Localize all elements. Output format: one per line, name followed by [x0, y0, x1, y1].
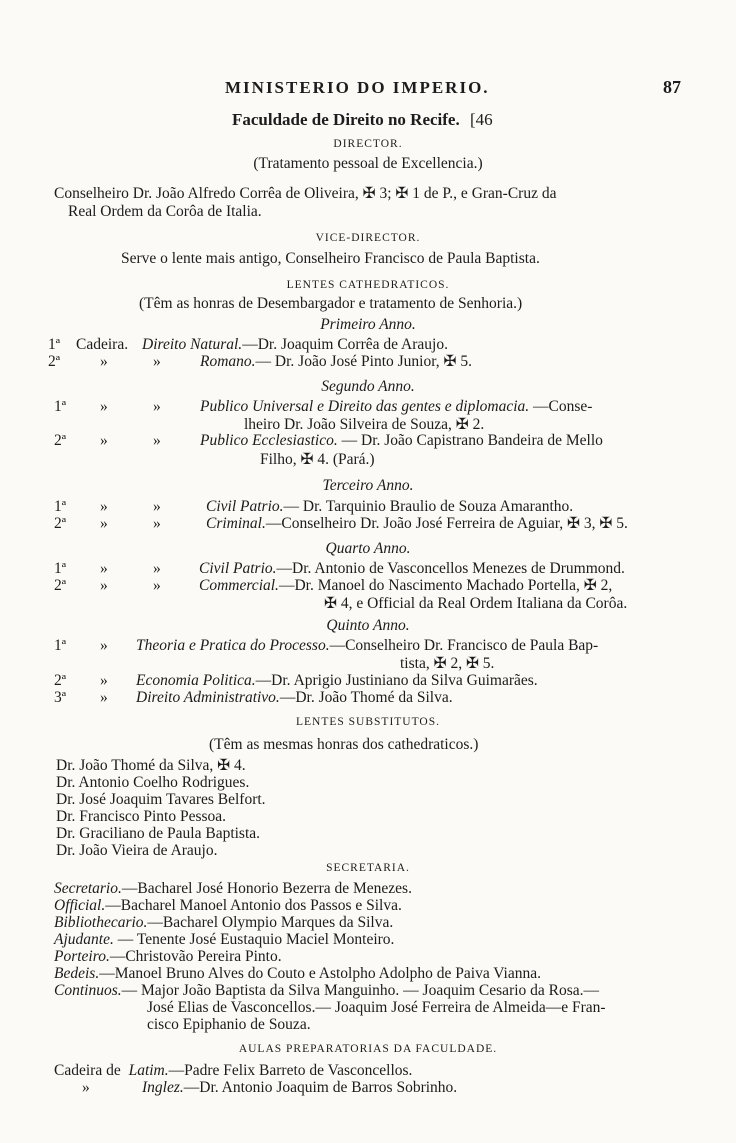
ditto-mark: »	[100, 515, 108, 532]
chair-person: —Dr. João Thomé da Silva.	[279, 689, 453, 706]
vice-director-heading: VICE-DIRECTOR.	[315, 232, 421, 244]
year-title: Quarto Anno.	[325, 540, 411, 557]
aula-subject: Inglez.	[142, 1079, 184, 1096]
chair-number: 1ª	[54, 637, 67, 654]
secretaria-heading: SECRETARIA.	[326, 862, 410, 874]
secretaria-role: Continuos.	[54, 982, 122, 999]
ditto-mark: »	[100, 560, 108, 577]
chair-subject: Theoria e Pratica do Processo.	[136, 637, 330, 654]
chair-number: 2ª	[54, 432, 67, 449]
chair-entry	[206, 498, 573, 516]
ditto-mark: »	[153, 432, 161, 449]
secretaria-role: Secretario.	[54, 880, 122, 897]
year-title: Segundo Anno.	[321, 378, 415, 395]
chair-person: —Dr. Aprigio Justiniano da Silva Guimarães.	[255, 672, 538, 689]
page-number: 87	[663, 77, 681, 97]
chair-entry	[206, 515, 628, 533]
ditto-mark: »	[153, 560, 161, 577]
chair-subject: Direito Administrativo.	[136, 689, 280, 706]
director-heading: DIRECTOR.	[333, 138, 403, 150]
chair-number: 1ª	[54, 560, 67, 577]
secretaria-text: — Tenente José Eustaquio Maciel Monteiro.	[113, 931, 395, 948]
chair-subject: Direito Natural.	[142, 336, 243, 353]
chair-person: —Conselheiro Dr. João José Ferreira de Aguiar, ✠ 3, ✠ 5.	[265, 515, 628, 532]
chair-entry	[136, 637, 598, 655]
chair-number: 3ª	[54, 689, 67, 706]
chair-subject: Economia Politica.	[136, 672, 256, 689]
director-treatment: (Tratamento pessoal de Excellencia.)	[253, 155, 483, 172]
ditto-mark: »	[82, 1079, 90, 1096]
substituto-name: Dr. João Thomé da Silva, ✠ 4.	[56, 757, 246, 774]
chair-entry	[136, 689, 453, 707]
chair-subject: Publico Ecclesiastico.	[200, 432, 338, 449]
faculty-title	[232, 111, 493, 129]
secretaria-entry	[54, 897, 402, 915]
substituto-name: Dr. Antonio Coelho Rodrigues.	[56, 774, 250, 791]
chair-subject: Publico Universal e Direito das gentes e diplomacia.	[200, 398, 530, 415]
chair-person: —Conse-	[529, 398, 593, 415]
chair-person: — Dr. Tarquinio Braulio de Souza Amarantho.	[283, 498, 574, 515]
secretaria-continuation: José Elias de Vasconcellos.— Joaquim José Ferreira de Almeida—e Fran-	[147, 999, 606, 1016]
director-line-2: Real Ordem da Corôa de Italia.	[68, 203, 262, 220]
substituto-name: Dr. João Vieira de Araujo.	[56, 842, 218, 859]
chair-person: —Conselheiro Dr. Francisco de Paula Bap-	[329, 637, 599, 654]
secretaria-entry	[54, 982, 599, 1000]
chair-label: Cadeira.	[76, 336, 129, 353]
ditto-mark: »	[100, 577, 108, 594]
chair-person: — Dr. João Capistrano Bandeira de Mello	[337, 432, 603, 449]
substituto-name: Dr. Francisco Pinto Pessoa.	[56, 808, 227, 825]
chair-person: — Dr. João José Pinto Junior, ✠ 5.	[255, 353, 473, 370]
secretaria-text: —Bacharel Olympio Marques da Silva.	[147, 914, 394, 931]
chair-subject: Commercial.	[199, 577, 279, 594]
substituto-name: Dr. Graciliano de Paula Baptista.	[56, 825, 261, 842]
aula-text: —Padre Felix Barreto de Vasconcellos.	[168, 1062, 413, 1079]
chair-subject: Civil Patrio.	[206, 498, 284, 515]
ditto-mark: »	[100, 398, 108, 415]
chair-entry	[200, 398, 592, 416]
chair-number: 2ª	[54, 577, 67, 594]
chair-number: 1ª	[54, 398, 67, 415]
ditto-mark: »	[153, 577, 161, 594]
lentes-substitutos-honors: (Têm as mesmas honras dos cathedraticos.)	[209, 736, 479, 753]
ditto-mark: »	[100, 672, 108, 689]
chair-entry	[199, 577, 612, 595]
chair-subject: Criminal.	[206, 515, 266, 532]
secretaria-text: —Manoel Bruno Alves do Couto e Astolpho Adolpho de Paiva Vianna.	[99, 965, 541, 982]
ditto-mark: »	[100, 637, 108, 654]
chair-number: 2ª	[48, 353, 61, 370]
chair-number: 1ª	[54, 498, 67, 515]
faculty-title-text: Faculdade de Direito no Recife.	[232, 110, 460, 129]
aula-subject: Latim.	[128, 1062, 169, 1079]
secretaria-entry	[54, 914, 393, 932]
substituto-name: Dr. José Joaquim Tavares Belfort.	[56, 791, 266, 808]
secretaria-text: — Major João Baptista da Silva Manguinho. — Joaquim Cesario da Rosa.—	[121, 982, 600, 999]
chair-entry	[200, 432, 603, 450]
chair-number: 1ª	[48, 336, 61, 353]
lentes-cathedraticos-heading: LENTES CATHEDRATICOS.	[286, 279, 450, 291]
running-header: MINISTERIO DO IMPERIO.	[225, 78, 490, 97]
secretaria-continuation: cisco Epiphanio de Souza.	[147, 1016, 311, 1033]
ditto-mark: »	[100, 689, 108, 706]
aula-prefix: Cadeira de	[54, 1062, 121, 1079]
chair-continuation: tista, ✠ 2, ✠ 5.	[400, 655, 495, 672]
secretaria-role: Bedeis.	[54, 965, 100, 982]
chair-entry	[199, 560, 625, 578]
chair-continuation: ✠ 4, e Official da Real Ordem Italiana da Corôa.	[324, 595, 628, 612]
chair-entry	[200, 353, 472, 371]
secretaria-entry	[54, 880, 412, 898]
ditto-mark: »	[100, 432, 108, 449]
lentes-substitutos-heading: LENTES SUBSTITUTOS.	[295, 716, 441, 728]
chair-entry	[142, 336, 448, 354]
chair-person: —Dr. Antonio de Vasconcellos Menezes de Drummond.	[276, 560, 625, 577]
ditto-mark: »	[153, 353, 161, 370]
secretaria-text: —Christovão Pereira Pinto.	[109, 948, 282, 965]
year-title: Primeiro Anno.	[320, 316, 416, 333]
faculty-ref: [46	[469, 110, 493, 129]
vice-director-line: Serve o lente mais antigo, Conselheiro Francisco de Paula Baptista.	[121, 250, 540, 267]
director-line-1: Conselheiro Dr. João Alfredo Corrêa de Oliveira, ✠ 3; ✠ 1 de P., e Gran-Cruz da	[54, 185, 557, 202]
aula-row	[54, 1062, 412, 1080]
secretaria-text: —Bacharel Manoel Antonio dos Passos e Silva.	[105, 897, 402, 914]
year-title: Terceiro Anno.	[322, 477, 414, 494]
secretaria-role: Official.	[54, 897, 106, 914]
chair-subject: Civil Patrio.	[199, 560, 277, 577]
secretaria-role: Bibliothecario.	[54, 914, 148, 931]
ditto-mark: »	[100, 353, 108, 370]
chair-number: 2ª	[54, 672, 67, 689]
chair-entry	[136, 672, 538, 690]
aula-text: —Dr. Antonio Joaquim de Barros Sobrinho.	[183, 1079, 458, 1096]
ditto-mark: »	[153, 515, 161, 532]
ditto-mark: »	[100, 498, 108, 515]
secretaria-entry	[54, 931, 394, 949]
chair-person: —Dr. Manoel do Nascimento Machado Portella, ✠ 2,	[278, 577, 613, 594]
secretaria-entry	[54, 965, 541, 983]
chair-subject: Romano.	[200, 353, 256, 370]
aulas-heading: AULAS PREPARATORIAS DA FACULDADE.	[238, 1043, 498, 1055]
chair-continuation: lheiro Dr. João Silveira de Souza, ✠ 2.	[244, 416, 485, 433]
secretaria-role: Ajudante.	[54, 931, 114, 948]
aula-entry	[142, 1079, 457, 1097]
secretaria-text: —Bacharel José Honorio Bezerra de Menezes.	[121, 880, 412, 897]
secretaria-role: Porteiro.	[54, 948, 110, 965]
secretaria-entry	[54, 948, 282, 966]
ditto-mark: »	[153, 498, 161, 515]
chair-number: 2ª	[54, 515, 67, 532]
chair-person: —Dr. Joaquim Corrêa de Araujo.	[242, 336, 448, 353]
ditto-mark: »	[153, 398, 161, 415]
lentes-cathedraticos-honors: (Têm as honras de Desembargador e tratamento de Senhoria.)	[139, 295, 523, 312]
year-title: Quinto Anno.	[326, 617, 410, 634]
chair-continuation: Filho, ✠ 4. (Pará.)	[260, 451, 375, 468]
